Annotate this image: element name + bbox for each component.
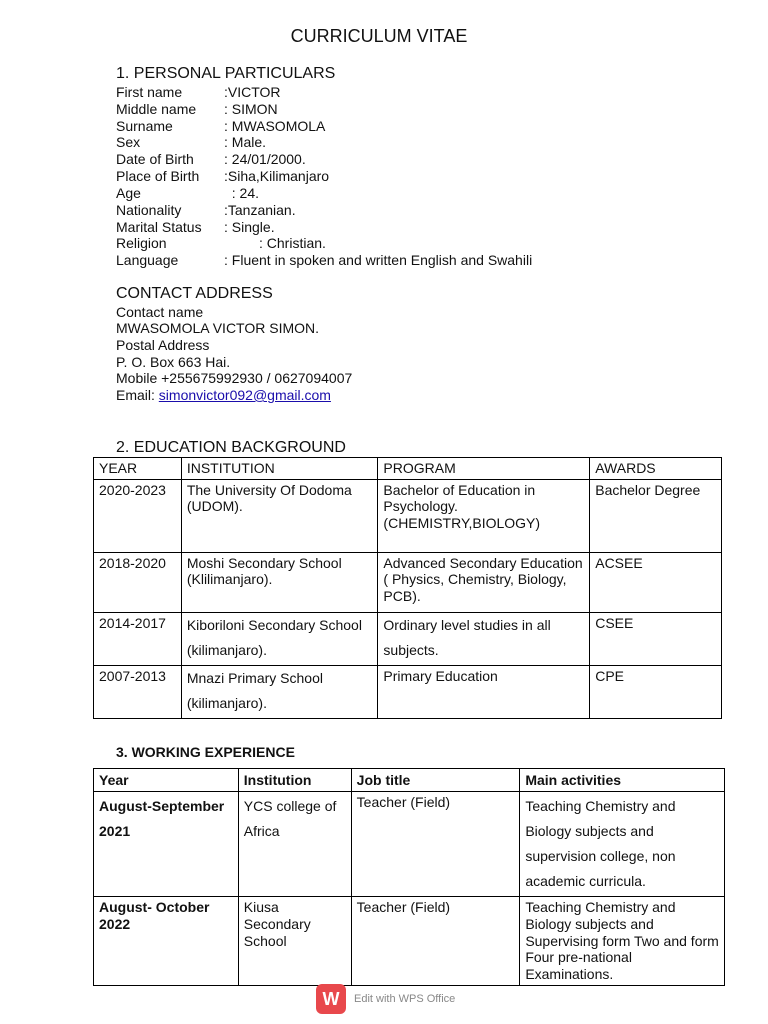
table-header-row [94,458,722,480]
contact-name: MWASOMOLA VICTOR SIMON. [116,320,320,336]
field-label: Surname [116,118,173,134]
field-value: : Christian. [224,235,326,251]
wps-edit-text: Edit with WPS Office [354,993,456,1005]
column-header: AWARDS [590,458,722,480]
field-value: :Siha,Kilimanjaro [224,168,330,184]
cell-job-title: Teacher (Field) [351,792,520,897]
work-heading: 3. WORKING EXPERIENCE [116,744,295,760]
column-header: Job title [351,769,520,792]
column-header: PROGRAM [378,458,590,480]
cell-year: 2014-2017 [94,612,182,665]
cell-program: Ordinary level studies in all subjects. [378,612,590,665]
field-row [116,84,281,100]
cell-award: ACSEE [590,552,722,612]
field-label: Date of Birth [116,151,194,167]
field-value: : Single. [224,219,275,235]
table-row [94,479,722,552]
field-label: Age [116,185,141,201]
cell-activities: Teaching Chemistry and Biology subjects and supervision college, non academic curricula. [520,792,725,897]
education-heading: 2. EDUCATION BACKGROUND [116,439,346,456]
field-label: Marital Status [116,219,202,235]
table-row [94,552,722,612]
postal-label: Postal Address [116,337,210,353]
wps-logo-icon: W [316,984,346,1014]
field-row [116,252,532,268]
cell-institution: The University Of Dodoma (UDOM). [181,479,378,552]
cell-institution: YCS college of Africa [238,792,351,897]
field-value: : 24/01/2000. [224,151,306,167]
field-row [116,202,296,218]
field-label: Religion [116,235,167,251]
field-row [116,101,278,117]
column-header: Year [94,769,239,792]
cell-job-title: Teacher (Field) [351,897,520,986]
field-row [116,185,259,201]
cell-program: Primary Education [378,665,590,718]
field-label: Nationality [116,202,182,218]
cell-institution: Mnazi Primary School (kilimanjaro). [181,665,378,718]
email-line [116,387,331,404]
personal-heading: 1. PERSONAL PARTICULARS [116,65,336,82]
column-header: Main activities [520,769,725,792]
mobile-number: Mobile +255675992930 / 0627094007 [116,370,353,386]
cell-program: Bachelor of Education in Psychology. (CHEMISTRY,BIOLOGY) [378,479,590,552]
document-title: CURRICULUM VITAE [290,26,468,46]
field-label: First name [116,84,183,100]
postal-address: P. O. Box 663 Hai. [116,354,231,370]
field-row [116,235,326,251]
cell-year: 2020-2023 [94,479,182,552]
cell-institution: Kiboriloni Secondary School (kilimanjaro). [181,612,378,665]
cell-year: August-September 2021 [94,792,239,897]
table-row [94,792,725,897]
column-header: INSTITUTION [181,458,378,480]
field-value: : Male. [224,134,267,150]
field-row [116,118,325,134]
cell-year: August- October 2022 [94,897,239,986]
contact-name-label: Contact name [116,304,204,320]
field-label: Place of Birth [116,168,200,184]
field-label: Language [116,252,179,268]
cell-award: Bachelor Degree [590,479,722,552]
column-header: Institution [238,769,351,792]
field-value: : MWASOMOLA [224,118,326,134]
email-label: Email: [116,387,159,403]
field-value: : 24. [224,185,260,201]
field-row [116,134,266,150]
field-value: :VICTOR [224,84,281,100]
cell-activities: Teaching Chemistry and Biology subjects and Supervising form Two and form Four pre-national Examinations. [520,897,725,986]
contact-heading: CONTACT ADDRESS [116,285,273,302]
work-table [93,768,725,986]
column-header: YEAR [94,458,182,480]
cell-institution: Kiusa Secondary School [238,897,351,986]
email-link[interactable]: simonvictor092@gmail.com [158,387,331,403]
field-row [116,168,329,184]
wps-edit-banner[interactable] [316,982,455,1016]
table-row [94,665,722,718]
cell-institution: Moshi Secondary School (Klilimanjaro). [181,552,378,612]
table-row [94,897,725,986]
field-label: Sex [116,134,141,150]
table-row [94,612,722,665]
cell-program: Advanced Secondary Education ( Physics, Chemistry, Biology, PCB). [378,552,590,612]
field-value: :Tanzanian. [224,202,296,218]
cell-award: CSEE [590,612,722,665]
field-label: Middle name [116,101,197,117]
field-value: : SIMON [224,101,278,117]
cell-year: 2018-2020 [94,552,182,612]
field-value: : Fluent in spoken and written English and Swahili [224,252,533,268]
field-row [116,219,275,235]
field-row [116,151,306,167]
table-header-row [94,769,725,792]
cell-award: CPE [590,665,722,718]
cell-year: 2007-2013 [94,665,182,718]
education-table [93,457,722,719]
